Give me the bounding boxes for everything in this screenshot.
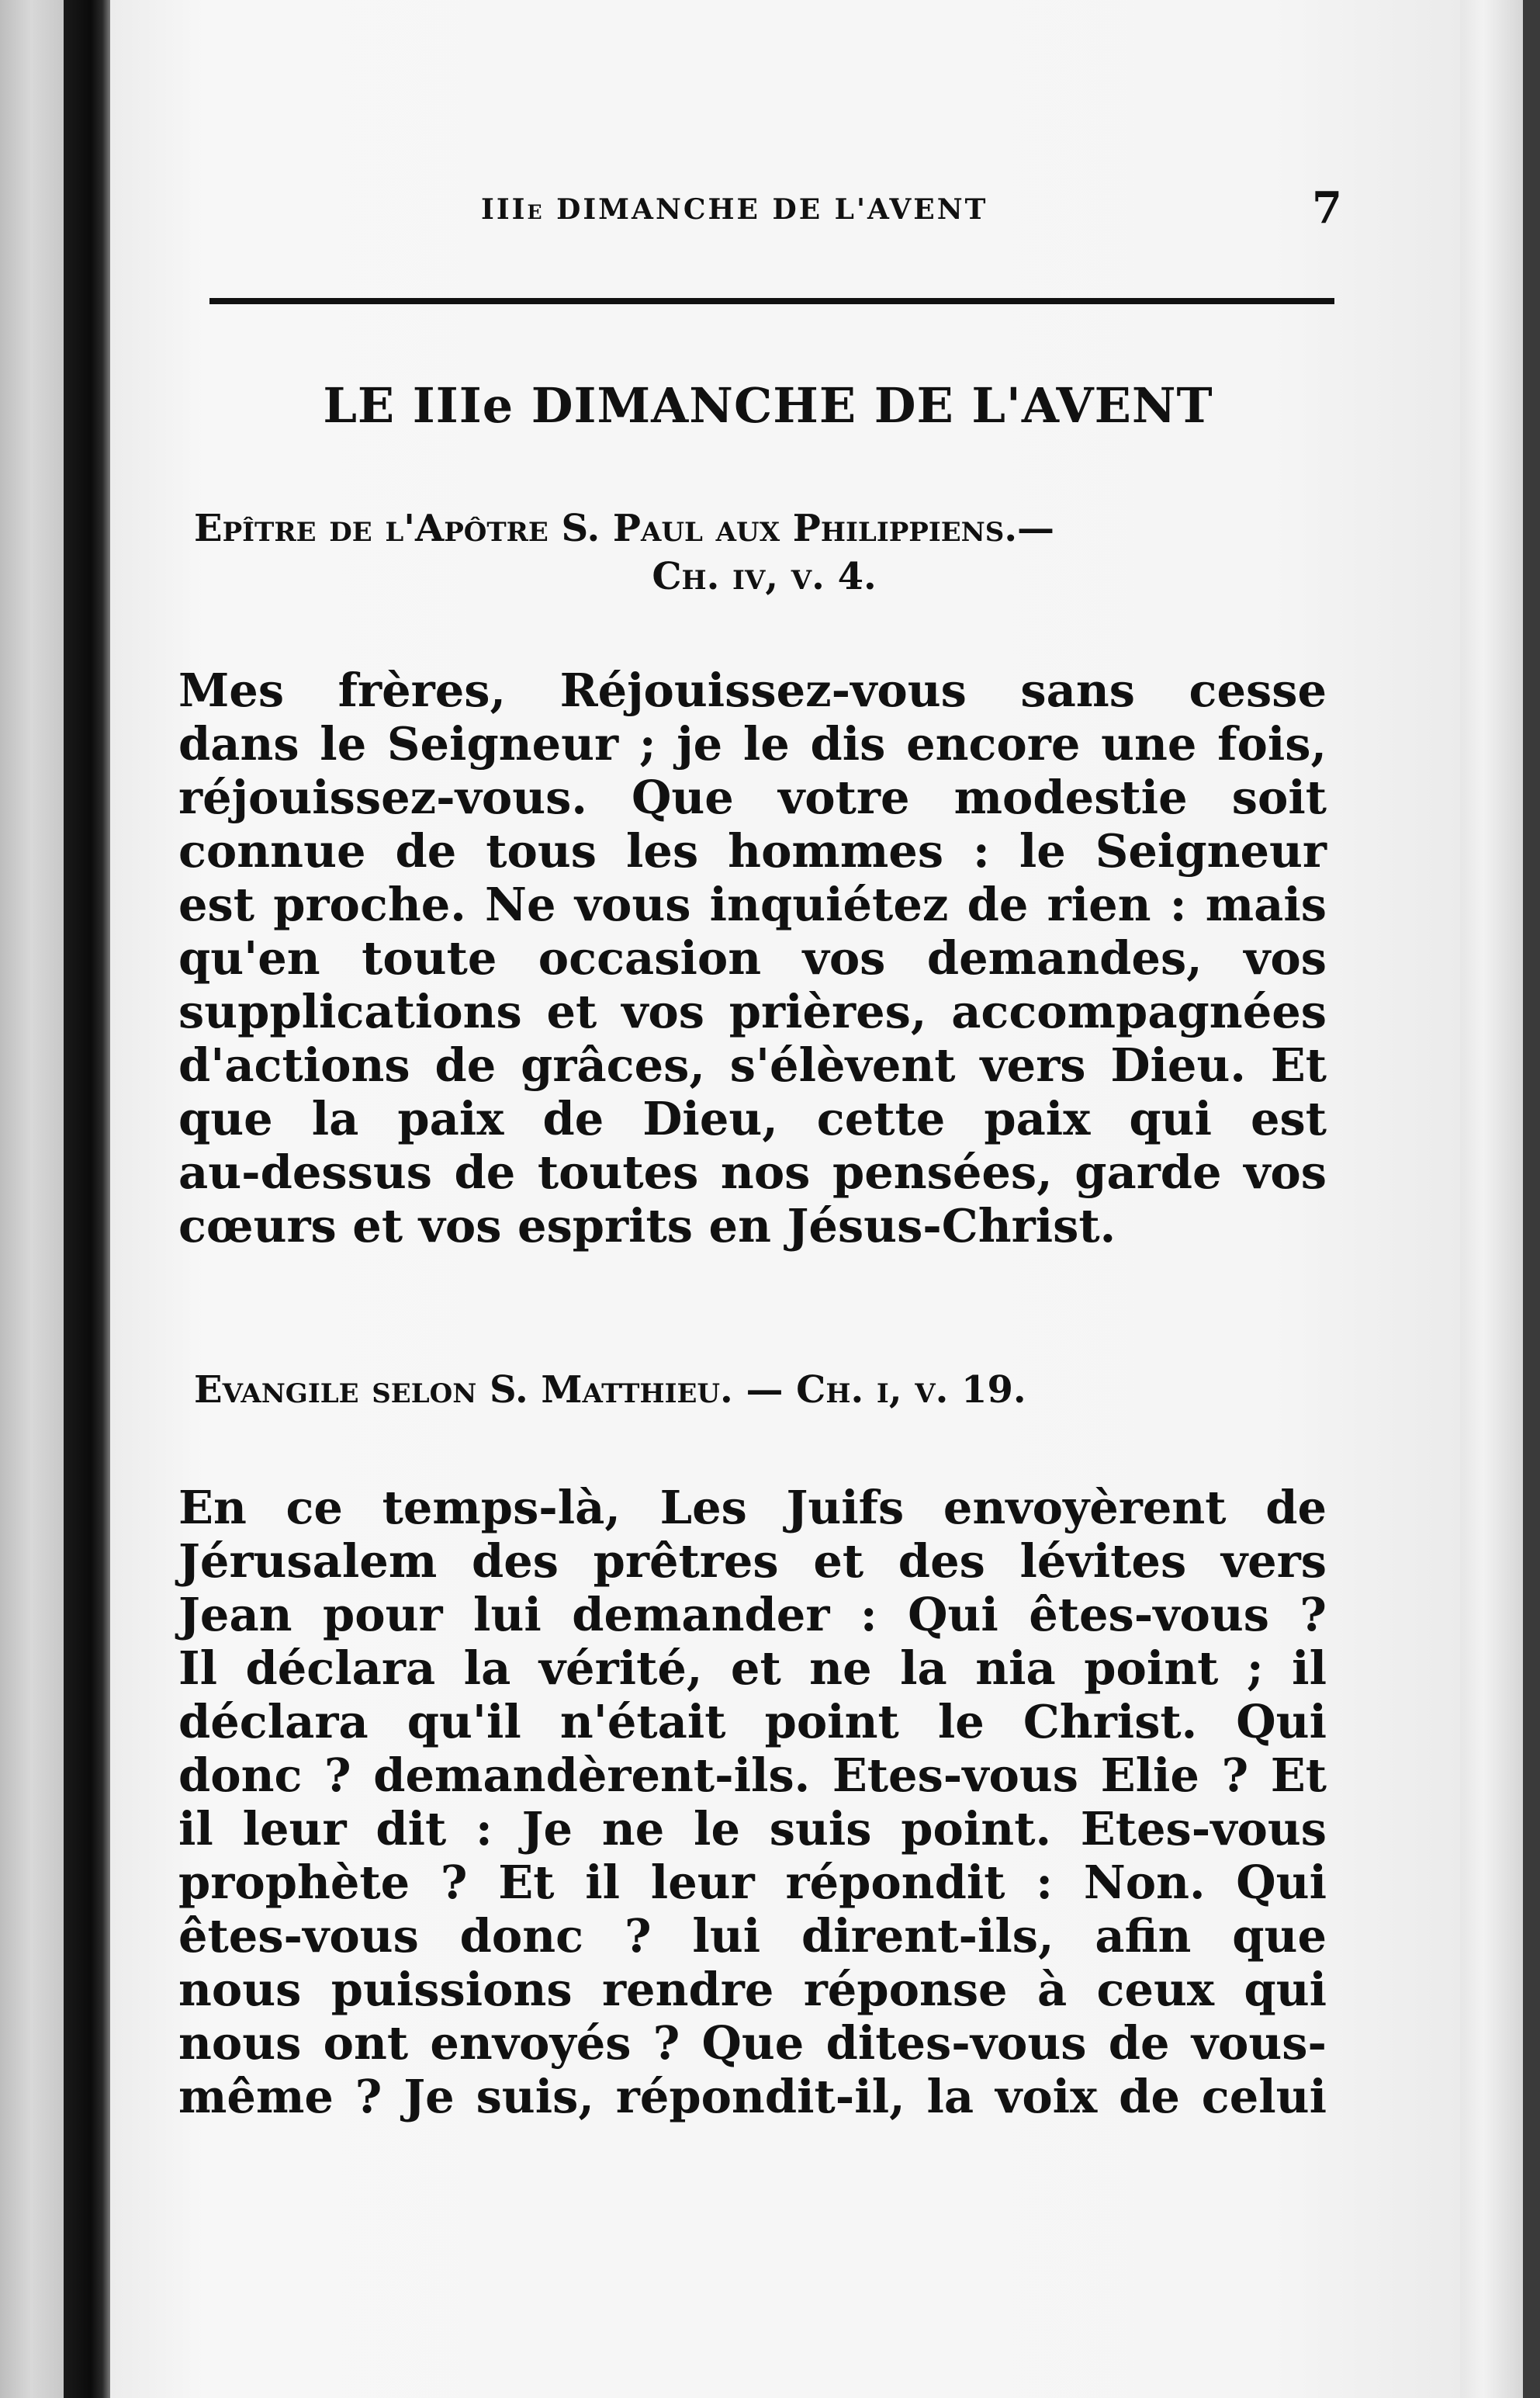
text-line: connue de tous les hommes : le Seigneur <box>178 824 1327 878</box>
text-line: nous ont envoyés ? Que dites-vous de vous- <box>178 2016 1327 2070</box>
scan-right-border <box>1523 0 1540 2398</box>
page-number: 7 <box>1312 182 1342 234</box>
text-line: Jean pour lui demander : Qui êtes-vous ? <box>178 1588 1327 1641</box>
epistle-heading <box>194 504 1334 601</box>
page-title: LE IIIe DIMANCHE DE L'AVENT <box>323 377 1213 434</box>
text-line: prophète ? Et il leur répondit : Non. Qui <box>178 1856 1327 1909</box>
text-line: dans le Seigneur ; je le dis encore une fois, <box>178 717 1327 771</box>
header-rule <box>209 298 1334 304</box>
text-line: déclara qu'il n'était point le Christ. Qui <box>178 1695 1327 1748</box>
text-line: est proche. Ne vous inquiétez de rien : mais <box>178 878 1327 931</box>
text-line: cœurs et vos esprits en Jésus-Christ. <box>178 1199 1116 1253</box>
book-spine-shadow <box>64 0 110 2398</box>
running-header <box>178 182 1342 252</box>
text-line: au-dessus de toutes nos pensées, garde vos <box>178 1145 1327 1199</box>
running-title: IIIe DIMANCHE DE L'AVENT <box>481 193 988 226</box>
text-line: Mes frères, Réjouissez-vous sans cesse <box>178 664 1327 717</box>
text-line: supplications et vos prières, accompagnées <box>178 985 1327 1038</box>
text-line: réjouissez-vous. Que votre modestie soit <box>178 771 1327 824</box>
gospel-paragraph <box>178 1481 1327 2123</box>
epistle-heading-line-1: Epître de l'Apôtre S. Paul aux Philippiens.— <box>194 507 1055 550</box>
epistle-heading-line-2: Ch. iv, v. 4. <box>652 555 877 598</box>
gospel-heading: Evangile selon S. Matthieu. — Ch. i, v. 19. <box>194 1368 1026 1412</box>
scan-left-margin <box>0 0 70 2398</box>
text-line: En ce temps-là, Les Juifs envoyèrent de <box>178 1481 1327 1534</box>
text-line: Jérusalem des prêtres et des lévites vers <box>178 1534 1327 1588</box>
text-line: Il déclara la vérité, et ne la nia point ; il <box>178 1641 1327 1695</box>
text-line: même ? Je suis, répondit-il, la voix de celui <box>178 2070 1327 2123</box>
text-line: que la paix de Dieu, cette paix qui est <box>178 1092 1327 1145</box>
text-line: êtes-vous donc ? lui dirent-ils, afin que <box>178 1909 1327 1963</box>
text-line: nous puissions rendre réponse à ceux qui <box>178 1963 1327 2016</box>
text-line: donc ? demandèrent-ils. Etes-vous Elie ? Et <box>178 1748 1327 1802</box>
text-line: il leur dit : Je ne le suis point. Etes-vous <box>178 1802 1327 1856</box>
text-line: d'actions de grâces, s'élèvent vers Dieu. Et <box>178 1038 1327 1092</box>
text-line: qu'en toute occasion vos demandes, vos <box>178 931 1327 985</box>
epistle-paragraph <box>178 664 1327 1253</box>
